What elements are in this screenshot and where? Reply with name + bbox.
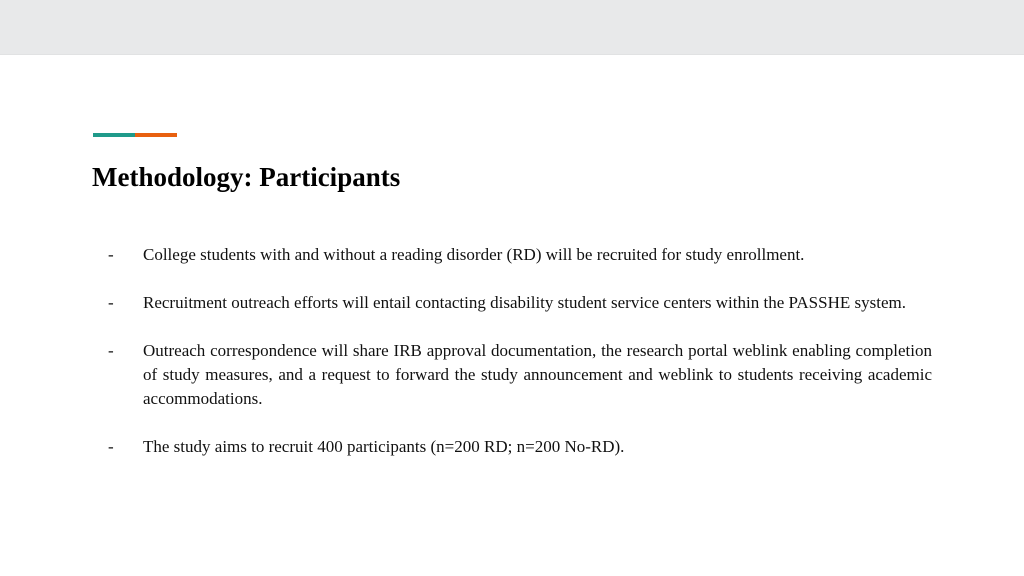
bullet-dash-icon: -	[108, 245, 114, 264]
accent-bar-orange-segment	[135, 133, 177, 137]
bullet-dash-icon: -	[108, 341, 114, 360]
bullet-dash-icon: -	[108, 437, 114, 456]
bullet-text: Recruitment outreach efforts will entail contacting disability student service centers within the PASSHE system.	[143, 293, 906, 312]
bullet-text: The study aims to recruit 400 participants (n=200 RD; n=200 No-RD).	[143, 437, 625, 456]
bullet-item-recruitment-population	[100, 243, 932, 267]
bullet-item-recruitment-target	[100, 435, 932, 459]
bullet-item-outreach-efforts	[100, 291, 932, 315]
bullet-list	[100, 243, 932, 483]
bullet-text: College students with and without a reading disorder (RD) will be recruited for study enrollment.	[143, 245, 805, 264]
top-band	[0, 0, 1024, 55]
bullet-item-outreach-correspondence	[100, 339, 932, 411]
bullet-dash-icon: -	[108, 293, 114, 312]
title-accent-bar	[93, 133, 177, 137]
bullet-text: Outreach correspondence will share IRB approval documentation, the research portal weblink enabling completion of study measures, and a request to forward the study announcement and weblink to students receiving academic accommodations.	[143, 341, 932, 408]
slide-title: Methodology: Participants	[92, 162, 401, 192]
accent-bar-teal-segment	[93, 133, 135, 137]
